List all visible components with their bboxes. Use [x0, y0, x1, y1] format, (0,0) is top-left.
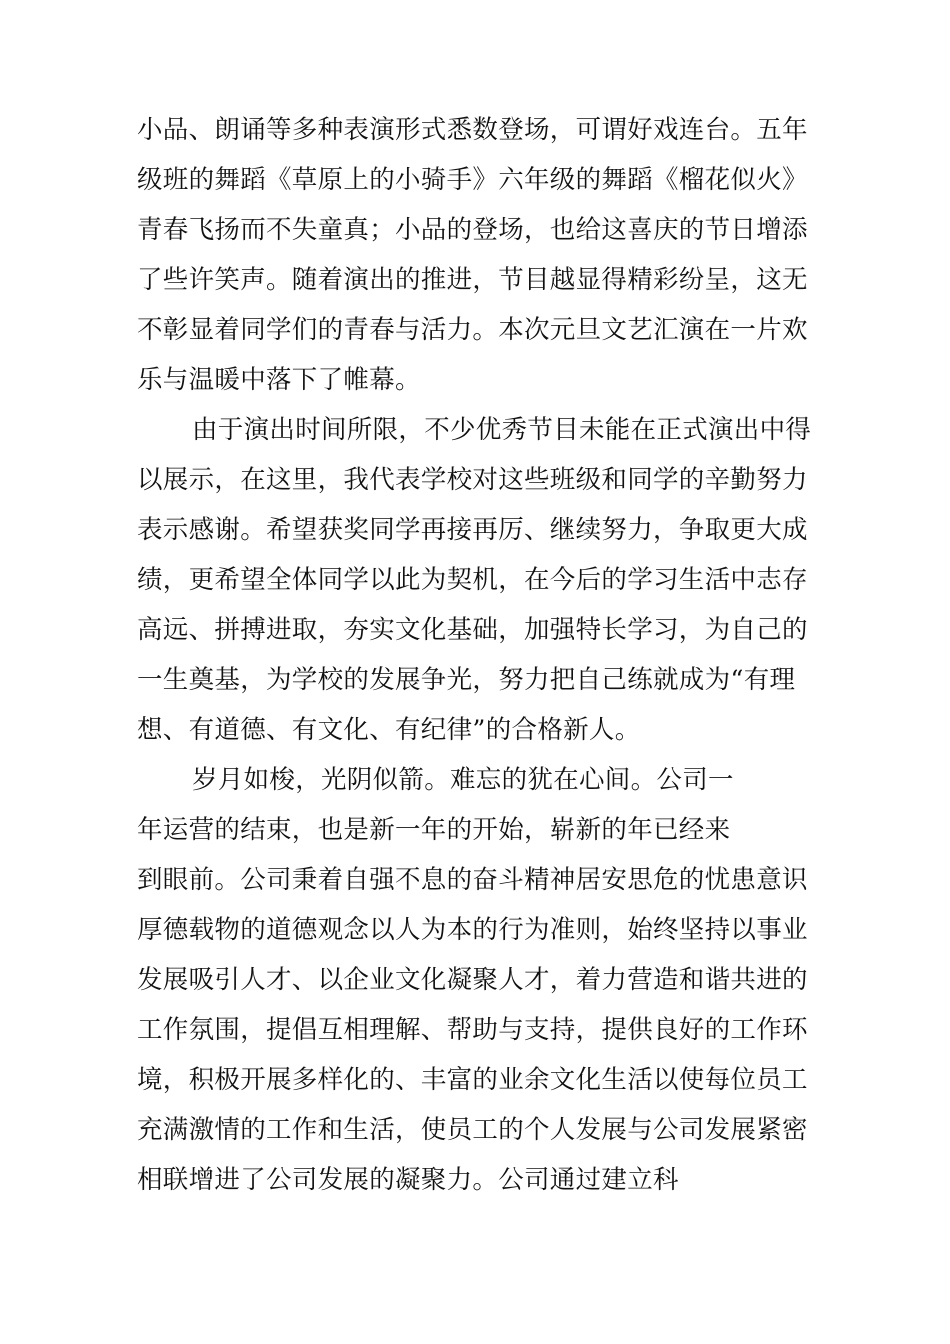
text-line: 乐与温暖中落下了帷幕。	[137, 365, 421, 395]
text-line: 充满激情的工作和生活，使员工的个人发展与公司发展紧密	[137, 1115, 808, 1145]
text-line: 工作氛围，提倡互相理解、帮助与支持，提供良好的工作环	[137, 1015, 808, 1045]
text-line: 岁月如梭，光阴似箭。难忘的犹在心间。公司一	[192, 765, 734, 795]
text-line: 以展示，在这里，我代表学校对这些班级和同学的辛勤努力	[137, 465, 808, 495]
text-line: 境，积极开展多样化的、丰富的业余文化生活以使每位员工	[137, 1065, 808, 1095]
text-line: 想、有道德、有文化、有纪律”的合格新人。	[137, 715, 641, 745]
text-line: 厚德载物的道德观念以人为本的行为准则，始终坚持以事业	[137, 915, 808, 945]
text-line: 由于演出时间所限，不少优秀节目未能在正式演出中得	[192, 415, 812, 445]
text-line: 表示感谢。希望获奖同学再接再厉、继续努力，争取更大成	[137, 515, 808, 545]
text-line: 高远、拼搏进取，夯实文化基础，加强特长学习，为自己的	[137, 615, 808, 645]
text-line: 青春飞扬而不失童真；小品的登场，也给这喜庆的节日增添	[137, 215, 808, 245]
text-line: 绩，更希望全体同学以此为契机，在今后的学习生活中志存	[137, 565, 808, 595]
text-line: 不彰显着同学们的青春与活力。本次元旦文艺汇演在一片欢	[137, 315, 808, 345]
text-line: 到眼前。公司秉着自强不息的奋斗精神居安思危的忧患意识	[137, 865, 808, 895]
text-line: 年运营的结束，也是新一年的开始，崭新的年已经来	[137, 815, 731, 845]
text-line: 相联增进了公司发展的凝聚力。公司通过建立科	[137, 1165, 679, 1195]
text-line: 了些许笑声。随着演出的推进，节目越显得精彩纷呈，这无	[137, 265, 808, 295]
text-line: 小品、朗诵等多种表演形式悉数登场，可谓好戏连台。五年	[137, 115, 808, 145]
text-line: 一生奠基，为学校的发展争光，努力把自己练就成为“有理	[137, 665, 796, 695]
text-line: 级班的舞蹈《草原上的小骑手》六年级的舞蹈《榴花似火》	[137, 165, 808, 195]
text-line: 发展吸引人才、以企业文化凝聚人才，着力营造和谐共进的	[137, 965, 808, 995]
